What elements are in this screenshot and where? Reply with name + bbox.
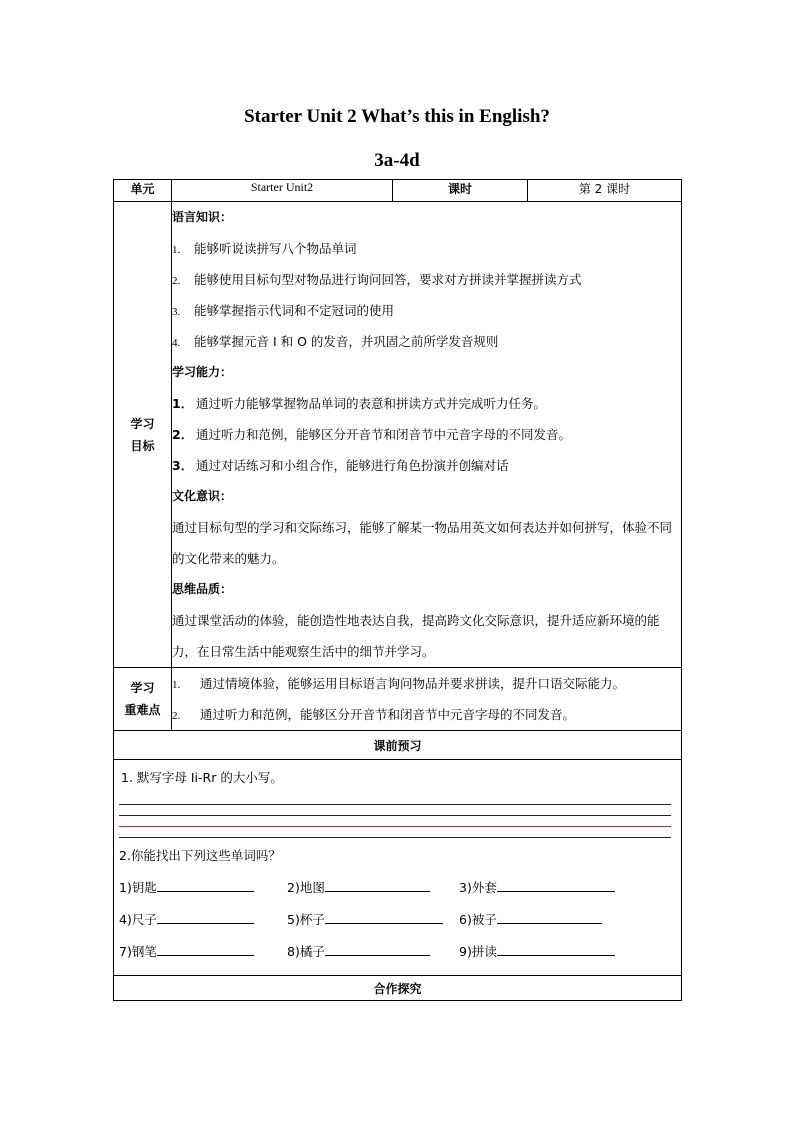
cultural-awareness-heading: 文化意识：: [172, 489, 233, 503]
period-value: 第 2 课时: [528, 180, 682, 202]
preview-question-1: 1. 默写字母 Ii-Rr 的大小写。: [121, 770, 283, 785]
ability-item-3: 3． 通过对话练习和小组合作，能够进行角色扮演并创编对话: [172, 458, 509, 473]
answer-blank[interactable]: [325, 878, 430, 892]
thinking-quality-text: 通过课堂活动的体验，能创造性地表达自我，提高跨文化交际意识，提升适应新环境的能力，在日常生活中能观察生活中的细节并学习。: [172, 613, 660, 659]
learning-ability-heading: 学习能力：: [172, 365, 233, 379]
word-item: 5)杯子: [287, 910, 443, 928]
page-title: Starter Unit 2 What’s this in English?: [244, 106, 550, 127]
preview-content: [114, 760, 682, 976]
page-subtitle: 3a-4d: [374, 150, 420, 171]
key-points-label: [114, 668, 172, 731]
word-row: [119, 910, 679, 942]
writing-line-3: [119, 826, 671, 827]
period-label: 课时: [393, 180, 528, 202]
cooperation-heading: 合作探究: [114, 976, 682, 1001]
preview-row: [114, 760, 682, 976]
word-item: 7)钢笔: [119, 942, 254, 960]
goals-label: [114, 202, 172, 668]
key-point-1: 1. 通过情境体验，能够运用目标语言询问物品并要求拼读，提升口语交际能力。: [172, 676, 626, 691]
language-item-3: 3. 能够掌握指示代词和不定冠词的使用: [172, 303, 395, 318]
answer-blank[interactable]: [325, 942, 430, 956]
language-item-4: 4. 能够掌握元音 I 和 O 的发音，并巩固之前所学发音规则: [172, 334, 499, 349]
key-points-label-line2: 重难点: [124, 703, 161, 717]
goals-row: [114, 202, 682, 668]
writing-line-1: [119, 804, 671, 805]
header-row: [114, 180, 682, 202]
answer-blank[interactable]: [157, 942, 254, 956]
writing-line-4: [119, 837, 671, 838]
key-points-content: [172, 668, 682, 731]
answer-blank[interactable]: [497, 878, 615, 892]
word-grid: [119, 878, 679, 974]
goals-label-line2: 目标: [130, 438, 155, 453]
cooperation-row: [114, 976, 682, 1001]
goals-content: [172, 202, 682, 668]
language-item-1: 1. 能够听说读拼写八个物品单词: [172, 241, 357, 256]
word-item: 1)钥匙: [119, 878, 254, 896]
answer-blank[interactable]: [325, 910, 443, 924]
thinking-quality-heading: 思维品质：: [172, 582, 233, 596]
word-item: 2)地图: [287, 878, 430, 896]
answer-blank[interactable]: [497, 942, 615, 956]
answer-blank[interactable]: [157, 910, 254, 924]
answer-blank[interactable]: [157, 878, 254, 892]
word-item: 9)拼读: [459, 942, 615, 960]
preview-heading: 课前预习: [114, 731, 682, 760]
preview-heading-row: [114, 731, 682, 760]
writing-line-2: [119, 815, 671, 816]
word-item: 4)尺子: [119, 910, 254, 928]
word-item: 8)橘子: [287, 942, 430, 960]
cultural-awareness-text: 通过目标句型的学习和交际练习，能够了解某一物品用英文如何表达并如何拼写，体验不同的文化带来的魅力。: [172, 520, 673, 566]
language-knowledge-heading: 语言知识：: [172, 210, 233, 224]
lesson-plan-table: [113, 179, 682, 1001]
unit-value: Starter Unit2: [172, 180, 393, 202]
language-item-2: 2. 能够使用目标句型对物品进行询问回答，要求对方拼读并掌握拼读方式: [172, 272, 582, 287]
unit-label: 单元: [114, 180, 172, 202]
key-points-label-line1: 学习: [130, 681, 155, 695]
goals-label-line1: 学习: [130, 416, 155, 431]
preview-question-2: 2.你能找出下列这些单词吗？: [119, 848, 281, 863]
answer-blank[interactable]: [497, 910, 602, 924]
key-points-row: [114, 668, 682, 731]
word-item: 3)外套: [459, 878, 615, 896]
ability-item-2: 2． 通过听力和范例，能够区分开音节和闭音节中元音字母的不同发音。: [172, 427, 572, 442]
word-row: [119, 942, 679, 974]
word-item: 6)被子: [459, 910, 602, 928]
ability-item-1: 1． 通过听力能够掌握物品单词的表意和拼读方式并完成听力任务。: [172, 396, 547, 411]
word-row: [119, 878, 679, 910]
key-point-2: 2. 通过听力和范例，能够区分开音节和闭音节中元音字母的不同发音。: [172, 707, 576, 722]
